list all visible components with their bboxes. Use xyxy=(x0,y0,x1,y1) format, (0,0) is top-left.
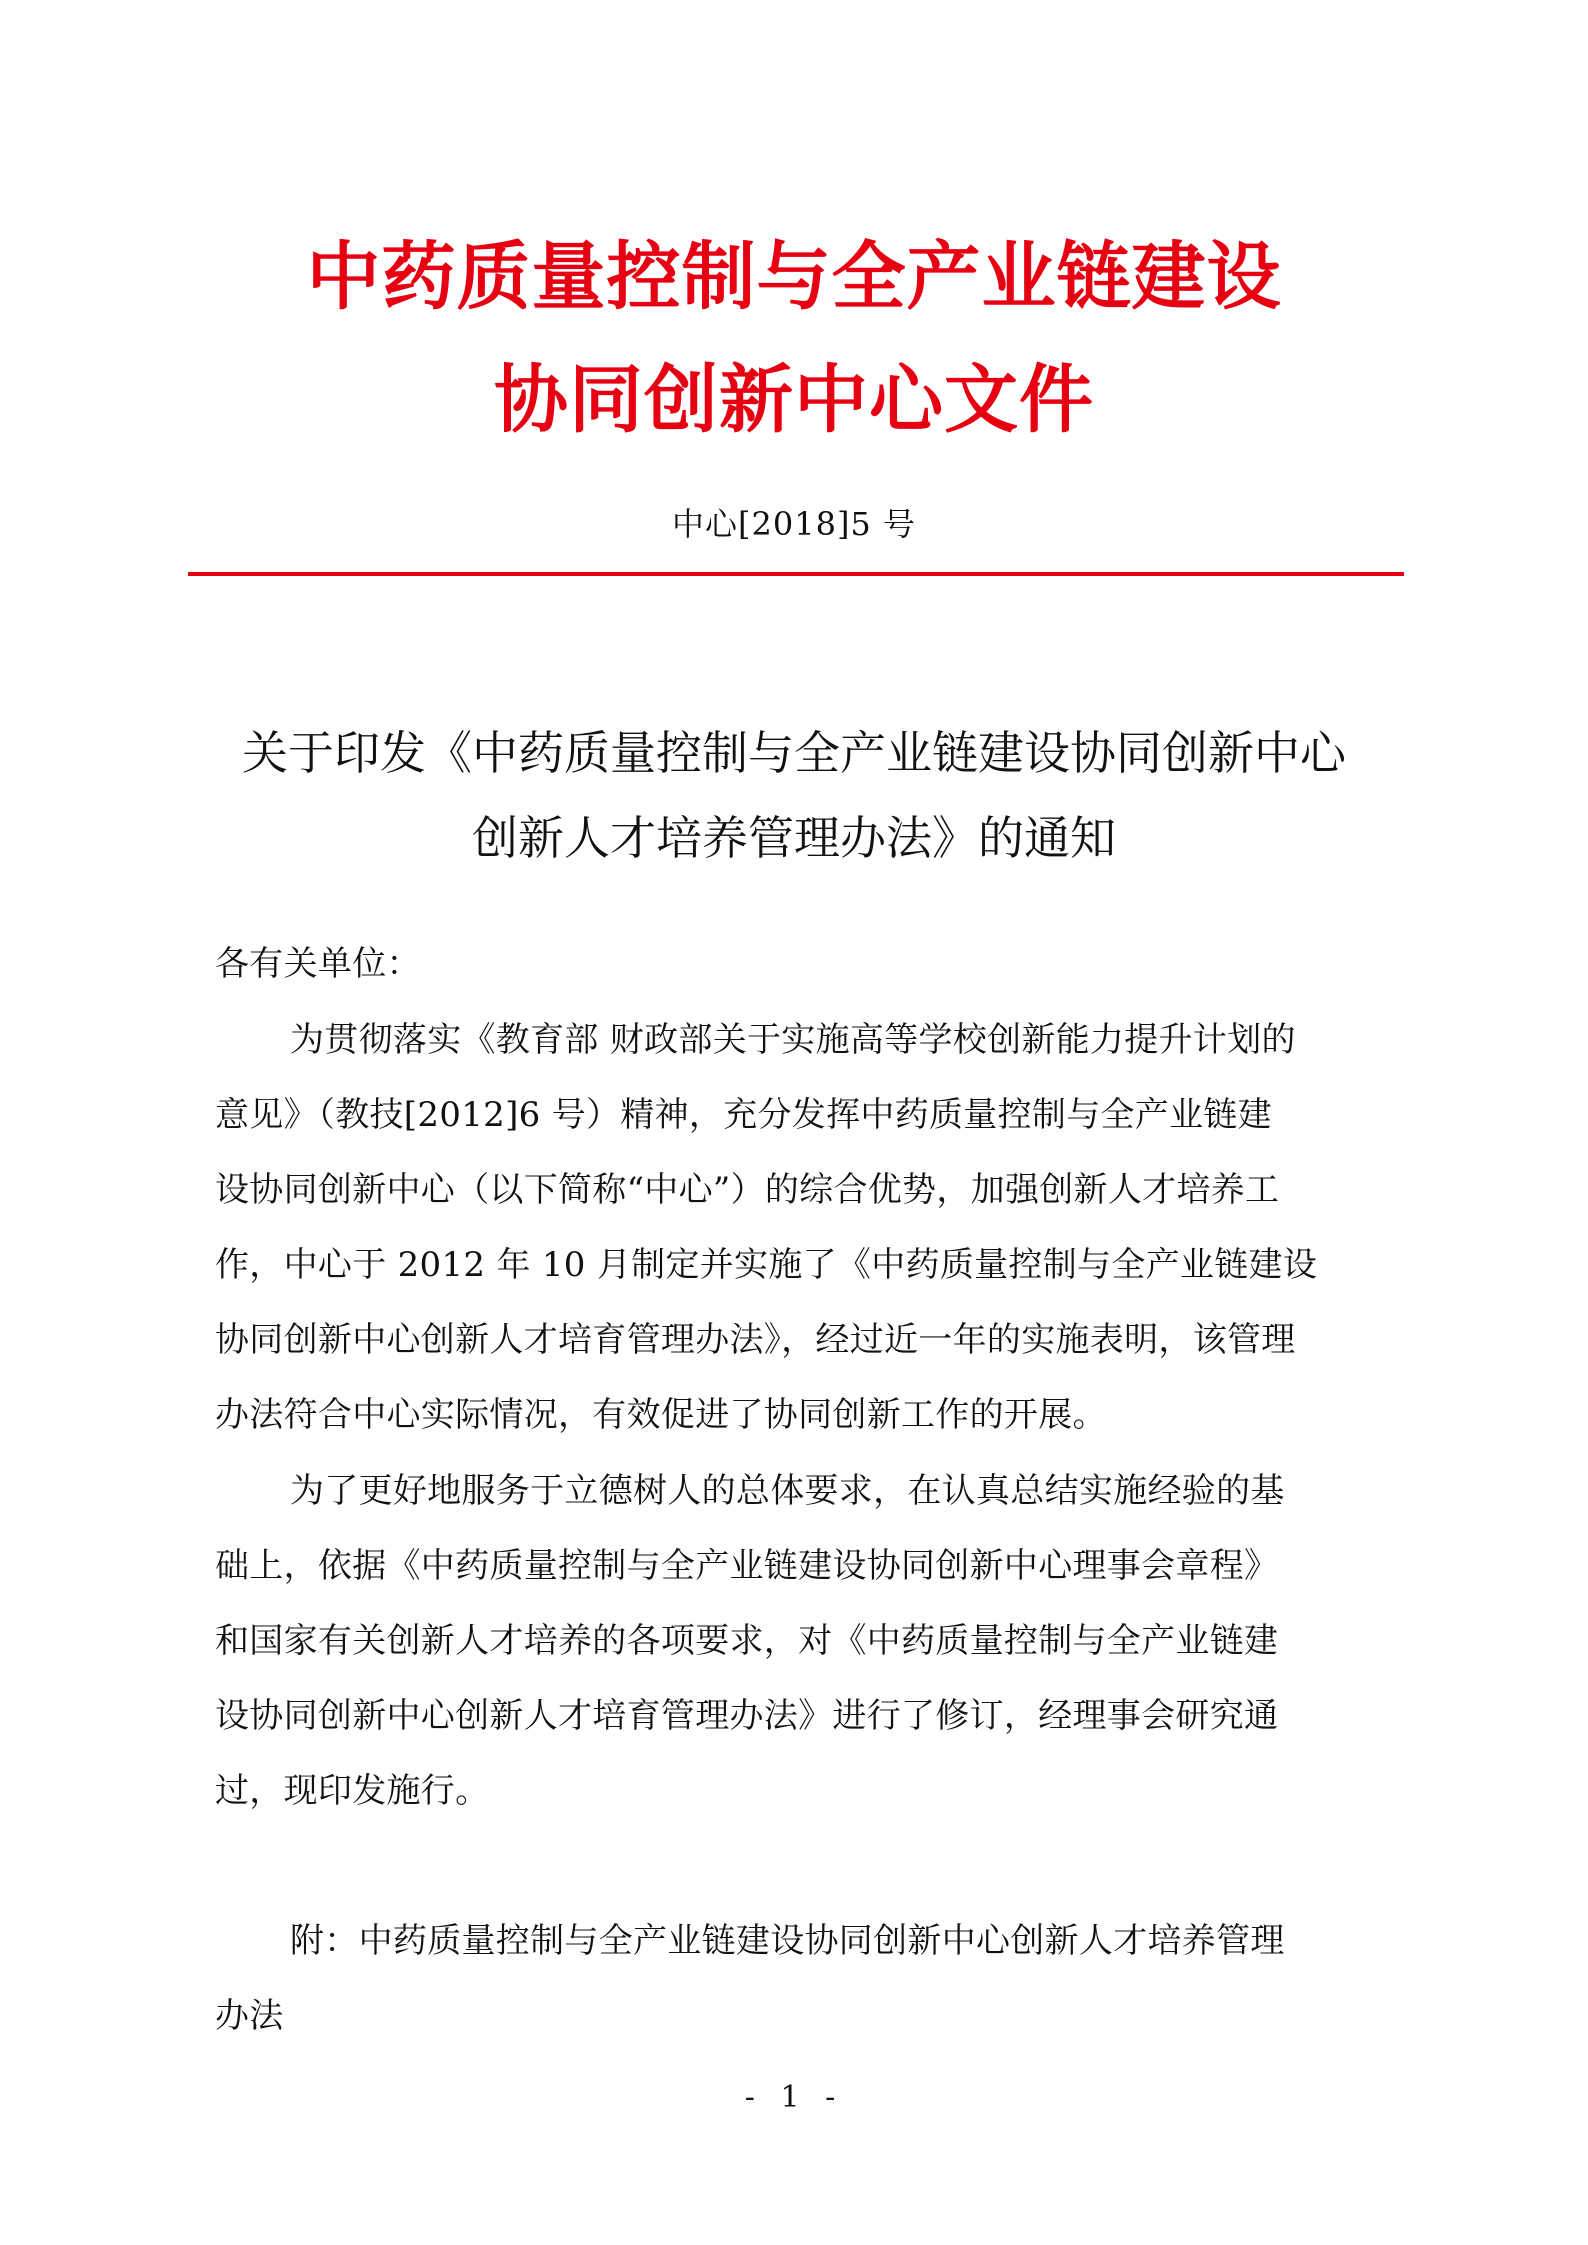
document-number: 中心[2018]5 号 xyxy=(672,505,916,543)
body-line: 设协同创新中心创新人才培育管理办法》进行了修订，经理事会研究通 xyxy=(215,1696,1279,1736)
salutation: 各有关单位： xyxy=(215,944,421,984)
notice-title-line1: 关于印发《中药质量控制与全产业链建设协同创新中心 xyxy=(242,726,1346,780)
notice-title-line2: 创新人才培养管理办法》的通知 xyxy=(472,811,1116,865)
body-line: 办法符合中心实际情况，有效促进了协同创新工作的开展。 xyxy=(215,1395,1107,1435)
body-line: 过，现印发施行。 xyxy=(215,1771,490,1811)
attachment-line2: 办法 xyxy=(215,1996,284,2036)
body-line: 作，中心于 2012 年 10 月制定并实施了《中药质量控制与全产业链建设 xyxy=(215,1245,1318,1285)
body-line: 础上，依据《中药质量控制与全产业链建设协同创新中心理事会章程》 xyxy=(215,1546,1279,1586)
body-line: 和国家有关创新人才培养的各项要求，对《中药质量控制与全产业链建 xyxy=(215,1621,1279,1661)
attachment-line1: 附：中药质量控制与全产业链建设协同创新中心创新人才培养管理 xyxy=(290,1921,1285,1961)
body-line: 为了更好地服务于立德树人的总体要求，在认真总结实施经验的基 xyxy=(290,1471,1285,1511)
body-line: 设协同创新中心（以下简称“中心”）的综合优势，加强创新人才培养工 xyxy=(215,1170,1280,1210)
red-divider-line xyxy=(188,572,1404,576)
document-header-title-line2: 协同创新中心文件 xyxy=(494,357,1094,443)
body-line: 协同创新中心创新人才培育管理办法》，经过近一年的实施表明，该管理 xyxy=(215,1320,1296,1360)
page-number: - 1 - xyxy=(744,2080,844,2115)
body-line: 为贯彻落实《教育部 财政部关于实施高等学校创新能力提升计划的 xyxy=(290,1020,1296,1060)
document-header-title-line1: 中药质量控制与全产业链建设 xyxy=(306,234,1282,320)
body-line: 意见》（教技[2012]6 号）精神，充分发挥中药质量控制与全产业链建 xyxy=(215,1095,1272,1135)
